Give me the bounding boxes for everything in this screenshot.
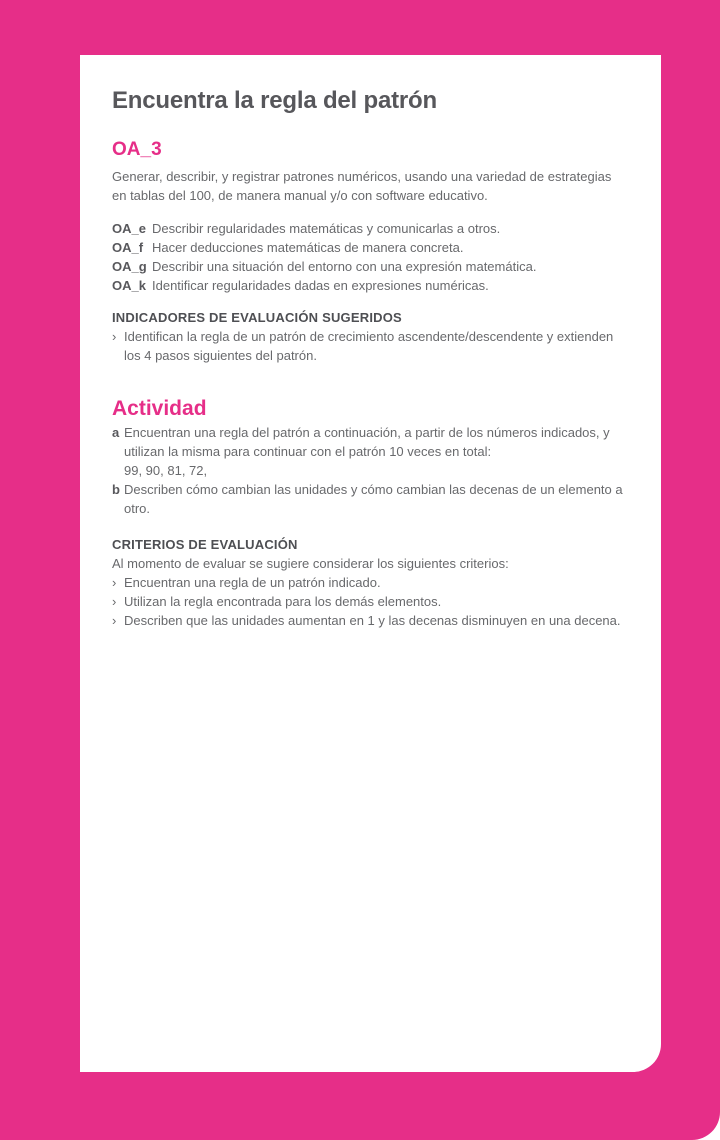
criteria-list (112, 573, 627, 630)
oa-objective-row (112, 219, 627, 238)
chevron-bullet-icon: › (112, 594, 117, 609)
activity-item-b (112, 480, 627, 518)
oa-objective-text: Describir una situación del entorno con una expresión matemática. (152, 259, 537, 274)
indicators-heading: INDICADORES DE EVALUACIÓN SUGERIDOS (112, 310, 402, 325)
criteria-heading: CRITERIOS DE EVALUACIÓN (112, 537, 298, 552)
oa-objective-row (112, 276, 627, 295)
indicator-text: Identifican la regla de un patrón de crecimiento ascendente/descendente y extienden los 4 pasos siguientes del patrón. (124, 329, 614, 363)
chevron-bullet-icon: › (112, 575, 117, 590)
oa-objective-text: Hacer deducciones matemáticas de manera concreta. (152, 240, 464, 255)
oa-objective-text: Identificar regularidades dadas en expresiones numéricas. (152, 278, 489, 293)
criteria-item (112, 611, 627, 630)
activity-list (112, 423, 627, 518)
oa-objective-code: OA_f (112, 240, 144, 255)
indicators-list (112, 327, 627, 365)
pattern-sequence: 99, 90, 81, 72, (124, 463, 208, 478)
criteria-text: Encuentran una regla de un patrón indicado. (124, 575, 381, 590)
activity-item-a (112, 423, 627, 480)
oa-objective-code: OA_k (112, 278, 146, 293)
oa-objective-row (112, 238, 627, 257)
oa-objective-code: OA_g (112, 259, 147, 274)
oa-objective-text: Describir regularidades matemáticas y comunicarlas a otros. (152, 221, 501, 236)
oa-objective-row (112, 257, 627, 276)
criteria-item (112, 573, 627, 592)
activity-heading: Actividad (112, 397, 207, 420)
activity-item-text (124, 423, 627, 480)
oa-objective-code: OA_e (112, 221, 146, 236)
activity-item-label: a (112, 425, 120, 440)
criteria-text: Utilizan la regla encontrada para los demás elementos. (124, 594, 442, 609)
chevron-bullet-icon: › (112, 613, 117, 628)
chevron-bullet-icon: › (112, 329, 117, 344)
indicator-item (112, 327, 627, 365)
activity-item-text: Describen cómo cambian las unidades y cómo cambian las decenas de un elemento a otro. (124, 482, 623, 516)
criteria-item (112, 592, 627, 611)
activity-item-body: Encuentran una regla del patrón a continuación, a partir de los números indicados, y utilizan la misma para continuar con el patrón 10 veces en total: (124, 425, 610, 459)
oa-objectives-list (112, 219, 627, 295)
page-title: Encuentra la regla del patrón (112, 87, 437, 114)
criteria-text: Describen que las unidades aumentan en 1 y las decenas disminuyen en una decena. (124, 613, 621, 628)
oa-section-heading: OA_3 (112, 139, 162, 160)
oa-description: Generar, describir, y registrar patrones numéricos, usando una variedad de estrategias en tablas del 100, de manera manual y/o con software educativo. (112, 169, 612, 203)
activity-item-label: b (112, 482, 120, 497)
worksheet-card (80, 55, 661, 1072)
criteria-intro: Al momento de evaluar se sugiere considerar los siguientes criterios: (112, 556, 509, 571)
